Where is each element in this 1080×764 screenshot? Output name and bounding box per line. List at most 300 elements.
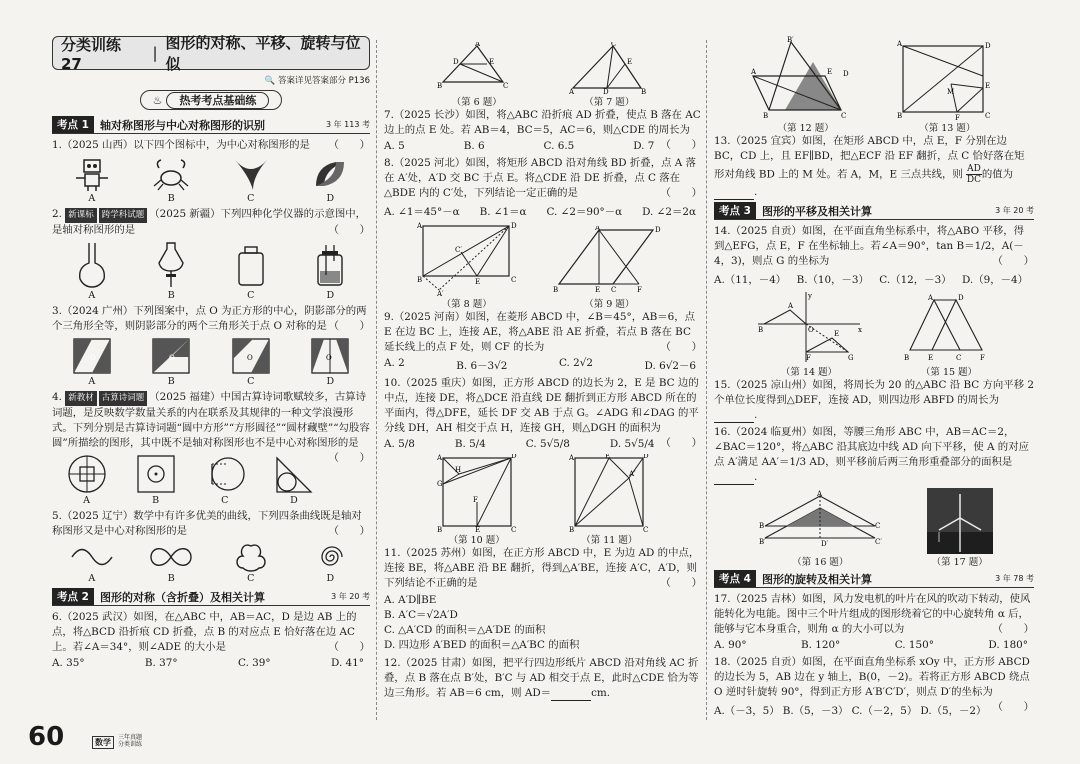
figure-7 bbox=[569, 42, 649, 108]
option: D. ∠2＝2α bbox=[642, 206, 696, 218]
q5-figure-a bbox=[70, 542, 114, 584]
curved-triangle-icon bbox=[231, 156, 271, 192]
q5-figure-c bbox=[229, 542, 273, 584]
svg-text:B: B bbox=[436, 82, 442, 90]
q1-figure-c bbox=[231, 156, 271, 204]
kp-title: 图形的旋转及相关计算 bbox=[761, 572, 872, 586]
option: C. 2√2 bbox=[558, 357, 593, 369]
page-number: 60 bbox=[28, 722, 65, 752]
svg-text:C′: C′ bbox=[454, 246, 462, 254]
figure-caption: （第 10 题） bbox=[448, 535, 505, 546]
trefoil-icon bbox=[229, 542, 273, 572]
q1-figure-a bbox=[72, 156, 112, 204]
svg-text:A: A bbox=[416, 222, 422, 230]
svg-text:E: E bbox=[605, 454, 611, 460]
square-fold-diagram-11 bbox=[569, 454, 649, 532]
question-1 bbox=[52, 138, 370, 153]
option-label: B bbox=[167, 290, 175, 301]
q3-figure-d bbox=[310, 337, 350, 387]
svg-text:C: C bbox=[611, 42, 617, 48]
svg-text:A′: A′ bbox=[629, 470, 636, 478]
answer-paren: （ ） bbox=[660, 437, 702, 449]
q14-options bbox=[714, 271, 1034, 286]
svg-text:C: C bbox=[611, 286, 617, 294]
title-separator: | bbox=[152, 44, 158, 62]
svg-text:A: A bbox=[788, 302, 794, 310]
option: C. ∠2＝90°－α bbox=[546, 206, 623, 218]
question-text: 14.（2025 自贡）如图，在平面直角坐标系中，将△ABO 平移，得到△EFG，点 E，F 在坐标轴上。若∠A＝90°，tan B＝1/2，A(－4，3)，则点 G 的坐标为 bbox=[714, 225, 1025, 267]
svg-text:E: E bbox=[627, 58, 633, 66]
option-label: C bbox=[247, 193, 255, 204]
svg-text:F: F bbox=[980, 354, 985, 362]
answer-paren: （ ） bbox=[328, 139, 370, 151]
question-tail: 的值为 bbox=[981, 168, 1013, 181]
wind-turbine-photo bbox=[927, 488, 993, 554]
option: A. 90° bbox=[714, 639, 747, 651]
svg-text:B: B bbox=[436, 526, 442, 532]
svg-text:A: A bbox=[569, 88, 575, 94]
figure-17 bbox=[927, 488, 993, 568]
question-6 bbox=[52, 610, 370, 655]
q1-figures bbox=[52, 156, 370, 204]
svg-text:B: B bbox=[641, 88, 647, 94]
flask-icon bbox=[74, 241, 110, 289]
option: D. 7 bbox=[633, 140, 655, 152]
svg-text:A: A bbox=[595, 226, 601, 232]
svg-text:B: B bbox=[897, 112, 903, 120]
option: D.（9，－4） bbox=[961, 274, 1028, 286]
square-shaded-b bbox=[151, 337, 191, 375]
option: B.（10，－3） bbox=[796, 274, 869, 286]
question-text: （2025 新疆）下列四种化学仪器的示意图中，是轴对称图形的是 bbox=[52, 208, 367, 236]
jar-icon bbox=[233, 241, 269, 289]
svg-text:y: y bbox=[808, 292, 812, 300]
question-text: 6.（2025 武汉）如图，在△ABC 中，AB＝AC，D 是边 AB 上的点，将△BCD 沿折痕 CD 折叠，点 B 的对应点 E 恰好落在边 AC 上。若∠A＝34°，则∠ADE 的大小是 bbox=[52, 611, 357, 653]
question-9 bbox=[384, 310, 702, 355]
q7-options bbox=[384, 140, 660, 152]
option: B. 6－3√2 bbox=[456, 360, 508, 372]
overlap-triangles-diagram bbox=[755, 488, 885, 554]
svg-text:D: D bbox=[510, 222, 517, 230]
question-4: 4. 新教材 古算诗词题 （2025 福建）中国古算诗词歌赋较多，古算诗词题，是反映数学数量关系的内在联系及其规律的一种文学浪漫形式。下列分别是古算诗词题“圆中方形”“方形圆径”“圆材藏壁”“勾股容圆”所描绘的图形，其中既不是轴对称图形也不是中心对称图形的是 （ ） bbox=[52, 391, 370, 464]
footer-brand bbox=[118, 734, 142, 748]
parallelogram-fold-diagram bbox=[751, 36, 861, 120]
knowledge-point-3 bbox=[714, 202, 1034, 220]
svg-text:O: O bbox=[808, 326, 814, 334]
svg-text:C: C bbox=[510, 276, 517, 284]
q3-figures bbox=[52, 337, 370, 387]
option: B. A′C＝√2A′D bbox=[384, 609, 458, 621]
option: C. △A′CD 的面积＝△A′DE 的面积 bbox=[384, 624, 546, 636]
svg-text:D: D bbox=[842, 70, 849, 78]
svg-text:A: A bbox=[928, 294, 934, 302]
kp-ref: 3 年 20 考 bbox=[331, 592, 370, 601]
option: D. 6√2－6 bbox=[644, 360, 696, 372]
option: C. 150° bbox=[894, 639, 934, 651]
section-heading: ♨ 热考考点基础练 bbox=[52, 90, 370, 110]
footer-subject: 数学 bbox=[92, 736, 114, 749]
q3-figure-c bbox=[231, 337, 271, 387]
svg-text:B′: B′ bbox=[786, 36, 794, 44]
q3-figure-b bbox=[151, 337, 191, 387]
q5-figure-d bbox=[308, 542, 352, 584]
svg-text:A: A bbox=[897, 40, 903, 48]
svg-text:D: D bbox=[655, 226, 661, 234]
q4-figure-a bbox=[66, 454, 108, 506]
svg-text:C: C bbox=[510, 526, 517, 532]
option: A. A′D∥BE bbox=[384, 594, 437, 606]
svg-text:A: A bbox=[474, 42, 480, 48]
option-label: D bbox=[290, 495, 298, 506]
option-label: C bbox=[247, 376, 255, 387]
kp-tag: 考点 2 bbox=[52, 588, 94, 605]
rhombus-fold-diagram bbox=[549, 226, 669, 296]
answer-paren: （ ） bbox=[992, 623, 1034, 635]
answer-paren: （ ） bbox=[660, 577, 702, 589]
question-14 bbox=[714, 224, 1034, 269]
svg-text:B: B bbox=[758, 326, 764, 334]
triangle-translation-diagram bbox=[904, 290, 994, 364]
kp-title: 轴对称图形与中心对称图形的识别 bbox=[99, 118, 265, 132]
figure-8 bbox=[417, 222, 517, 310]
answer-note: 🔍 答案详见答案部分 P136 bbox=[264, 76, 370, 86]
answer-paren: （ ） bbox=[328, 320, 370, 332]
question-15: 15.（2025 凉山州）如图，将周长为 20 的△ABC 沿 BC 方向平移 2 个单位长度得到△DEF，连接 AD，则四边形 ABFD 的周长为. bbox=[714, 379, 1035, 421]
option-label: B bbox=[152, 495, 160, 506]
figure-11 bbox=[569, 454, 649, 546]
square-fold-diagram-10 bbox=[437, 454, 517, 532]
question-8 bbox=[384, 156, 702, 201]
option: B. 37° bbox=[144, 657, 178, 669]
svg-text:B: B bbox=[759, 522, 765, 530]
kp-tag: 考点 4 bbox=[714, 570, 756, 587]
q2-figure-d bbox=[312, 241, 348, 301]
column-divider bbox=[376, 40, 377, 720]
gas-bottle-icon bbox=[312, 241, 348, 289]
option: A. 2 bbox=[384, 357, 405, 369]
question-text: 13.（2025 宜宾）如图，在矩形 ABCD 中，点 E，F 分别在边 BC，CD 上，且 EF∥BD，把△ECF 沿 EF 翻折，点 C 恰好落在矩形对角线 BD 上的 M 处。若 A，M，E 三点共线，则 bbox=[714, 135, 1025, 181]
figure-10 bbox=[437, 454, 517, 546]
q2-figure-b bbox=[153, 241, 189, 301]
svg-text:D: D bbox=[603, 88, 609, 94]
kp-ref: 3 年 113 考 bbox=[326, 120, 370, 129]
question-text: 11.（2025 苏州）如图，在正方形 ABCD 中，E 为边 AD 的中点，连接 BE，将△ABE 沿 BE 翻折，得到△A′BE，连接 A′C，A′D，则下列结论不正确的是 bbox=[384, 547, 700, 589]
q17-options bbox=[714, 639, 1034, 651]
option-label: B bbox=[167, 376, 175, 387]
knowledge-point-2 bbox=[52, 588, 370, 606]
answer-paren: （ ） bbox=[328, 641, 370, 653]
answer-paren: （ ） bbox=[992, 701, 1034, 713]
svg-text:O: O bbox=[169, 354, 175, 362]
option-label: B bbox=[167, 193, 175, 204]
figure-caption: （第 12 题） bbox=[777, 123, 834, 134]
svg-text:A′: A′ bbox=[436, 290, 444, 296]
option-label: C bbox=[247, 290, 255, 301]
svg-text:D: D bbox=[643, 454, 649, 460]
answer-paren: （ ） bbox=[660, 341, 702, 353]
crab-icon bbox=[151, 156, 191, 192]
svg-text:H: H bbox=[454, 466, 461, 474]
coordinate-translation-diagram bbox=[754, 290, 864, 364]
question-11 bbox=[384, 546, 702, 591]
svg-text:E: E bbox=[826, 68, 832, 76]
option-label: C bbox=[221, 495, 229, 506]
option: D. 5√5/4 bbox=[609, 438, 655, 450]
option: B. 6 bbox=[463, 140, 485, 152]
svg-text:G: G bbox=[848, 354, 854, 362]
option-label: B bbox=[167, 573, 175, 584]
question-13: 13.（2025 宜宾）如图，在矩形 ABCD 中，点 E，F 分别在边 BC，CD 上，且 EF∥BD，把△ECF 沿 EF 翻折，点 C 恰好落在矩形对角线 BD 上的 M 处。若 A，M，E 三点共线，则 $\frac{AD}{DC}$ 的值为. bbox=[714, 135, 1025, 198]
fig-10-11-row bbox=[384, 454, 702, 546]
answer-paren: （ ） bbox=[660, 139, 702, 151]
question-text: 9.（2025 河南）如图，在菱形 ABCD 中，∠B＝45°，AB＝6，点 E 在边 BC 上，连接 AE，将△ABE 沿 AE 折叠，若点 B 落在 BC 延长线上的点 F 处，则 CF 的长为 bbox=[384, 311, 696, 353]
kp-title: 图形的平移及相关计算 bbox=[761, 204, 872, 218]
option-label: C bbox=[247, 573, 255, 584]
svg-text:C: C bbox=[985, 112, 991, 120]
option: C. 39° bbox=[237, 657, 271, 669]
svg-text:M: M bbox=[947, 88, 955, 96]
option: B.（5，－3） bbox=[782, 705, 849, 717]
option-label: A bbox=[88, 376, 96, 387]
rectangle-fold-diagram bbox=[417, 222, 517, 296]
footer-line: 三年真题 bbox=[118, 734, 143, 741]
answer-blank[interactable] bbox=[714, 474, 754, 485]
svg-text:B: B bbox=[569, 526, 575, 532]
question-12 bbox=[384, 656, 702, 701]
column-divider bbox=[706, 40, 707, 720]
column-right bbox=[714, 36, 1034, 726]
q4-figure-d bbox=[273, 454, 315, 506]
option-label: A bbox=[88, 290, 96, 301]
square-shaded-d bbox=[310, 337, 350, 375]
svg-text:F: F bbox=[472, 496, 478, 504]
figure-caption: （第 15 题） bbox=[920, 367, 978, 378]
svg-text:C: C bbox=[956, 354, 962, 362]
option: D.（5，－2） bbox=[920, 705, 987, 717]
answer-paren: （ ） bbox=[328, 452, 370, 464]
svg-text:D: D bbox=[985, 42, 991, 50]
tag-new-standard: 新课标 bbox=[65, 208, 97, 223]
question-text: 5.（2025 辽宁）数学中有许多优美的曲线，下列四条曲线既是轴对称图形又是中心对称图形的是 bbox=[52, 510, 362, 537]
kp-tag: 考点 1 bbox=[52, 116, 94, 133]
column-left bbox=[52, 36, 370, 726]
svg-text:E: E bbox=[985, 82, 991, 90]
chapter-label: 分类训练 27 bbox=[61, 35, 122, 73]
knowledge-point-1 bbox=[52, 116, 370, 134]
question-17 bbox=[714, 592, 1034, 637]
fig-16-17-row bbox=[714, 488, 1034, 568]
svg-text:B′: B′ bbox=[759, 538, 767, 546]
page-title bbox=[52, 34, 370, 73]
chapter-title: 图形的对称、平移、旋转与位似 bbox=[165, 34, 361, 73]
figure-caption: （第 13 题） bbox=[919, 123, 976, 134]
option-label: D bbox=[326, 290, 335, 301]
option: C.（－2，5） bbox=[851, 705, 918, 717]
question-text: 12.（2025 甘肃）如图，把平行四边形纸片 ABCD 沿对角线 AC 折叠，点 B 落在点 B′处，B′C 与 AD 相交于点 E，此时△CDE 恰为等边三角形。若 AB＝6 cm，则 AD＝ bbox=[384, 657, 699, 699]
svg-text:D: D bbox=[452, 58, 459, 66]
svg-text:E: E bbox=[928, 354, 934, 362]
question-5 bbox=[52, 509, 370, 539]
figure-caption: （第 11 题） bbox=[581, 535, 638, 546]
svg-text:O: O bbox=[326, 354, 332, 362]
q10-options bbox=[384, 438, 660, 450]
q2-figures bbox=[52, 241, 370, 301]
answer-paren: （ ） bbox=[328, 525, 370, 537]
figure-caption: （第 17 题） bbox=[931, 557, 988, 568]
figure-9 bbox=[549, 226, 669, 310]
kp-ref: 3 年 20 考 bbox=[995, 206, 1034, 215]
svg-text:C′: C′ bbox=[875, 538, 883, 546]
question-text: 15.（2025 凉山州）如图，将周长为 20 的△ABC 沿 BC 方向平移 2 个单位长度得到△DEF，连接 AD，则四边形 ABFD 的周长为 bbox=[714, 379, 1035, 406]
svg-text:D: D bbox=[510, 454, 517, 460]
funnel-icon bbox=[153, 241, 189, 289]
svg-text:F: F bbox=[806, 354, 811, 362]
spiral-icon bbox=[308, 542, 352, 572]
svg-text:B: B bbox=[762, 112, 768, 120]
column-middle bbox=[384, 36, 702, 726]
option-label: A bbox=[88, 193, 96, 204]
answer-note-text: 答案详见答案部分 P136 bbox=[277, 76, 370, 86]
figure-12 bbox=[751, 36, 861, 134]
q2-figure-c bbox=[233, 241, 269, 301]
robot-icon bbox=[72, 156, 112, 192]
q5-figure-b bbox=[149, 542, 193, 584]
svg-text:C: C bbox=[840, 112, 847, 120]
option-label: D bbox=[326, 193, 335, 204]
svg-text:x: x bbox=[858, 326, 862, 334]
kp-tag: 考点 3 bbox=[714, 202, 756, 219]
option: A. 5/8 bbox=[384, 438, 415, 450]
svg-text:E: E bbox=[474, 278, 480, 286]
question-16: 16.（2024 临夏州）如图，等腰三角形 ABC 中，AB＝AC＝2，∠BAC＝120°，将△ABC 沿其底边中线 AD 向下平移，使 A 的对应点 A′满足 AA′＝1/3 AD，则平移前后两三角形重叠部分的面积是. bbox=[714, 426, 1029, 483]
lemniscate-icon bbox=[149, 542, 193, 572]
tag-cross-subject: 跨学科试题 bbox=[99, 208, 148, 223]
svg-text:E: E bbox=[488, 58, 494, 66]
figure-caption: （第 16 题） bbox=[792, 557, 849, 568]
answer-blank[interactable] bbox=[714, 412, 754, 423]
q3-figure-a bbox=[72, 337, 112, 387]
q6-options bbox=[52, 657, 370, 669]
answer-paren: （ ） bbox=[328, 224, 370, 236]
figure-15 bbox=[904, 290, 994, 378]
fig-8-9-row bbox=[384, 222, 702, 310]
option: C. 6.5 bbox=[543, 140, 575, 152]
option: D. 41° bbox=[330, 657, 364, 669]
swirl-icon bbox=[310, 156, 350, 192]
svg-text:E: E bbox=[834, 330, 840, 338]
svg-text:D′: D′ bbox=[821, 540, 829, 548]
question-text: （2025 福建）中国古算诗词歌赋较多，古算诗词题，是反映数学数量关系的内在联系及其规律的一种文学浪漫形式。下列分别是古算诗词题“圆中方形”“方形圆径”“圆材藏壁”“勾股容圆”所描绘的图形，其中既不是轴对称图形也不是中心对称图形的是 bbox=[52, 391, 370, 449]
q1-figure-b bbox=[151, 156, 191, 204]
figure-caption: （第 6 题） bbox=[451, 97, 502, 108]
answer-blank[interactable] bbox=[551, 690, 591, 701]
q2-figure-a bbox=[74, 241, 110, 301]
figure-14 bbox=[754, 290, 864, 378]
square-circle-icon bbox=[135, 454, 177, 494]
question-text: 1.（2025 山西）以下四个图标中，为中心对称图形的是 bbox=[52, 139, 310, 151]
svg-text:F: F bbox=[637, 286, 643, 294]
triangle-fold-diagram-7 bbox=[569, 42, 649, 94]
figure-caption: （第 7 题） bbox=[584, 97, 635, 108]
answer-paren: （ ） bbox=[660, 187, 702, 199]
denominator: DC bbox=[966, 175, 982, 185]
svg-text:C: C bbox=[875, 522, 881, 530]
tag-new-textbook: 新教材 bbox=[65, 391, 97, 406]
question-text: 3.（2024 广州）下列图案中，点 O 为正方形的中心，阴影部分的两个三角形全等，则阴影部分的两个三角形关于点 O 对称的是 bbox=[52, 305, 367, 332]
figure-caption: （第 14 题） bbox=[780, 367, 838, 378]
unit: cm. bbox=[591, 687, 611, 699]
svg-text:A: A bbox=[569, 454, 575, 462]
answer-blank[interactable] bbox=[714, 189, 754, 200]
kp-ref: 3 年 78 考 bbox=[995, 574, 1034, 583]
svg-text:F: F bbox=[955, 114, 961, 120]
svg-text:E: E bbox=[474, 526, 480, 532]
section-heading-text: 热考考点基础练 bbox=[166, 92, 269, 109]
option: C.（12，－3） bbox=[879, 274, 952, 286]
figure-6 bbox=[437, 42, 517, 108]
option: A. 5 bbox=[384, 140, 405, 152]
q9-options bbox=[384, 357, 702, 372]
option-label: A bbox=[83, 495, 90, 506]
sine-curve-icon bbox=[70, 542, 114, 572]
question-3 bbox=[52, 304, 370, 334]
kp-title: 图形的对称（含折叠）及相关计算 bbox=[99, 590, 265, 604]
tag-ancient-poem: 古算诗词题 bbox=[99, 391, 148, 406]
q5-figures bbox=[52, 542, 370, 584]
q4-figure-c bbox=[204, 454, 246, 506]
rectangle-fold-diagram-13 bbox=[897, 36, 997, 120]
svg-text:B: B bbox=[416, 276, 422, 284]
option: A.（－3，5） bbox=[714, 705, 780, 717]
svg-text:O: O bbox=[246, 354, 253, 362]
q1-figure-d bbox=[310, 156, 350, 204]
option: D. 四边形 A′BED 的面积＝△A′BC 的面积 bbox=[384, 639, 580, 651]
option: A.（11，－4） bbox=[714, 274, 787, 286]
fig-6-7-row bbox=[384, 42, 702, 108]
option: C. 5√5/8 bbox=[525, 438, 570, 450]
q8-options bbox=[384, 203, 702, 218]
q4-figure-b bbox=[135, 454, 177, 506]
question-text: 17.（2025 吉林）如图，风力发电机的叶片在风的吹动下转动，使风能转化为电能。图中三个叶片组成的图形绕着它的中心旋转角 α 后，能够与它本身重合，则角 α 的大小可以为 bbox=[714, 593, 1031, 635]
question-2: 2. 新课标 跨学科试题 （2025 新疆）下列四种化学仪器的示意图中，是轴对称图形的是 （ ） bbox=[52, 208, 370, 236]
fig-12-13-row bbox=[714, 36, 1034, 134]
option: A. ∠1＝45°－α bbox=[384, 206, 460, 218]
option: B. ∠1＝α bbox=[479, 206, 527, 218]
option-label: D bbox=[326, 573, 335, 584]
q4-figures bbox=[52, 454, 328, 506]
question-text: 8.（2025 河北）如图，将矩形 ABCD 沿对角线 BD 折叠，点 A 落在 A′处，A′D 交 BC 于点 E。将△CDE 沿 DE 折叠，点 C 落在△BDE 内的 C′处，下列结论一定正确的是 bbox=[384, 157, 696, 199]
svg-text:O: O bbox=[89, 354, 96, 362]
question-text: 16.（2024 临夏州）如图，等腰三角形 ABC 中，AB＝AC＝2，∠BAC＝120°，将△ABC 沿其底边中线 AD 向下平移，使 A 的对应点 A′满足 AA′＝1/3 AD，则平移前后两三角形重叠部分的面积是 bbox=[714, 426, 1029, 468]
svg-text:D: D bbox=[958, 294, 964, 302]
option: D. 180° bbox=[988, 639, 1028, 651]
triangle-fold-diagram bbox=[437, 42, 517, 94]
svg-text:B: B bbox=[553, 286, 559, 294]
svg-text:B: B bbox=[904, 354, 910, 362]
svg-text:C: C bbox=[502, 82, 509, 90]
option: B. 120° bbox=[800, 639, 841, 651]
option-label: A bbox=[88, 573, 96, 584]
circle-square-icon bbox=[66, 454, 108, 494]
figure-16 bbox=[755, 488, 885, 568]
fig-14-15-row bbox=[714, 290, 1034, 378]
triangle-incircle-icon bbox=[273, 454, 315, 494]
question-text: 18.（2025 自贡）如图，在平面直角坐标系 xOy 中，正方形 ABCD 的边长为 5，AB 边在 y 轴上，B(0，－2)。若将正方形 ABCD 绕点 O 逆时针旋转 90°，得到正方形 A′B′C′D′，则点 D′的坐标为 bbox=[714, 656, 1030, 698]
footer-line: 分类训练 bbox=[118, 741, 143, 748]
question-text: 10.（2025 重庆）如图，正方形 ABCD 的边长为 2，E 是 BC 边的中点，连接 DE，将△DCE 沿直线 DE 翻折到正方形 ABCD 所在的平面内，得△DFE，延长 DF 交 AB 于点 G。∠ADG 和∠DAG 的平分线 DH，AH 相交于点 H，连接 GH，则△DGH 的面积为 bbox=[384, 377, 699, 434]
knowledge-point-4 bbox=[714, 570, 1034, 588]
svg-text:C: C bbox=[643, 526, 649, 532]
